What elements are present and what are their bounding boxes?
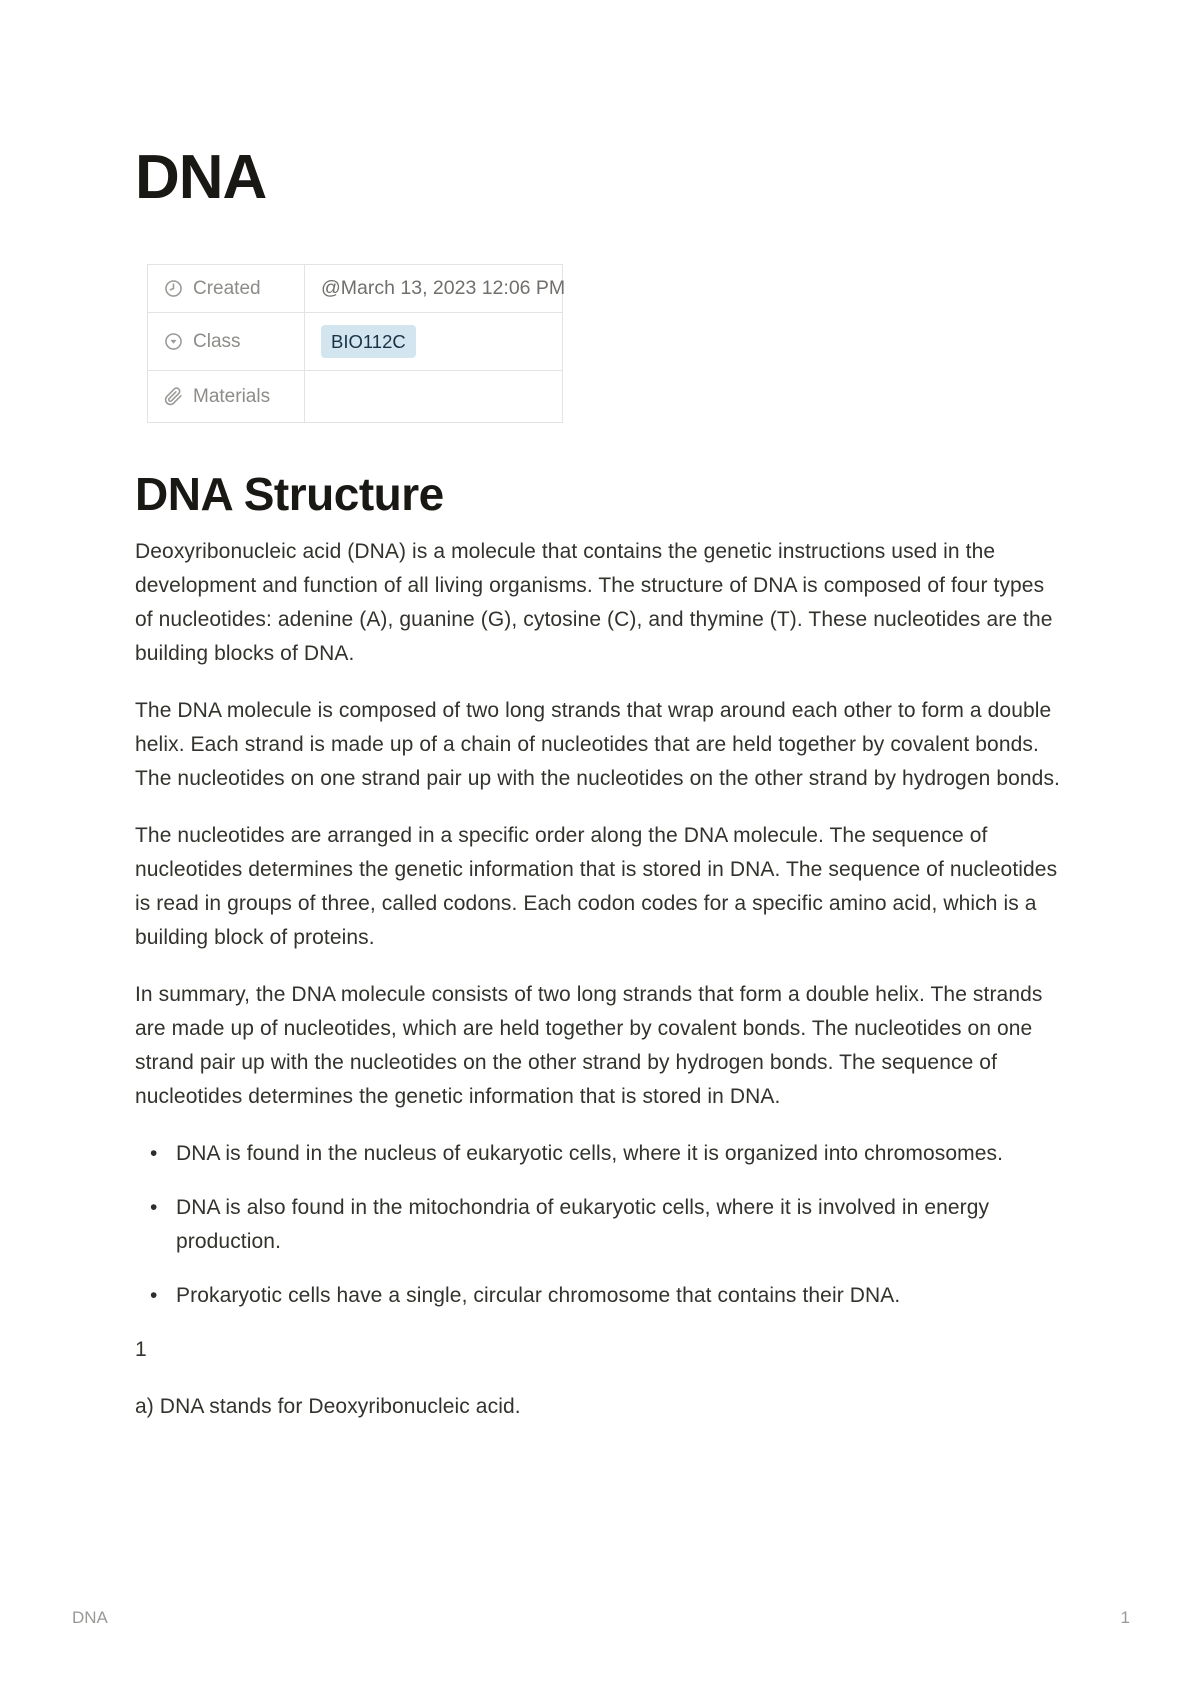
property-label-created xyxy=(164,278,288,300)
paragraph: The nucleotides are arranged in a specific order along the DNA molecule. The sequence of nucleotides determines the genetic information that is stored in DNA. The sequence of nucleotides is read in groups of three, called codons. Each codon codes for a specific amino acid, which is a building block of proteins. xyxy=(135,824,1058,949)
paragraph: The DNA molecule is composed of two long strands that wrap around each other to form a double helix. Each strand is made up of a chain of nucleotides that are held together by covalent bonds. The nucleotides on one strand pair up with the nucleotides on the other strand by hydrogen bonds. xyxy=(135,699,1060,790)
bullet-list xyxy=(135,1137,1065,1313)
bullet-item: • DNA is found in the nucleus of eukaryotic cells, where it is organized into chromosomes. xyxy=(176,1137,1065,1171)
property-label-text: Materials xyxy=(193,385,271,407)
select-icon xyxy=(164,332,183,351)
property-row-created xyxy=(148,265,563,313)
bullet-item: • Prokaryotic cells have a single, circular chromosome that contains their DNA. xyxy=(176,1279,1065,1313)
properties-table xyxy=(147,264,566,423)
paragraph: In summary, the DNA molecule consists of two long strands that form a double helix. The strands are made up of nucleotides, which are held together by covalent bonds. The nucleotides on one strand pair up with the nucleotides on the other strand by hydrogen bonds. The sequence of nucleotides determines the genetic information that is stored in DNA. xyxy=(135,983,1043,1108)
footer-doc-name: DNA xyxy=(72,1608,108,1627)
article-body xyxy=(135,535,1065,1424)
paragraph: Deoxyribonucleic acid (DNA) is a molecule that contains the genetic instructions used in the development and function of all living organisms. The structure of DNA is composed of four types of nucleotides: adenine (A), guanine (G), cytosine (C), and thymine (T). These nucleotides are the building blocks of DNA. xyxy=(135,540,1053,665)
list-number: 1 xyxy=(135,1338,147,1361)
materials-empty-value xyxy=(305,371,563,423)
created-date-value: @March 13, 2023 12:06 PM xyxy=(321,277,566,299)
property-row-class xyxy=(148,313,563,371)
clock-icon xyxy=(164,279,183,298)
answer-line: a) DNA stands for Deoxyribonucleic acid. xyxy=(135,1395,521,1418)
class-tag: BIO112C xyxy=(321,325,416,358)
page-title: DNA xyxy=(135,143,267,212)
footer-page-number: 1 xyxy=(1120,1608,1130,1627)
bullet-item: • DNA is also found in the mitochondria of eukaryotic cells, where it is involved in energy production. xyxy=(176,1191,1065,1259)
property-label-text: Created xyxy=(193,277,261,299)
section-heading: DNA Structure xyxy=(135,468,444,520)
property-label-text: Class xyxy=(193,330,241,352)
paperclip-icon xyxy=(164,387,183,406)
property-label-class xyxy=(164,331,288,353)
property-row-materials xyxy=(148,371,563,423)
property-label-materials xyxy=(164,386,288,408)
